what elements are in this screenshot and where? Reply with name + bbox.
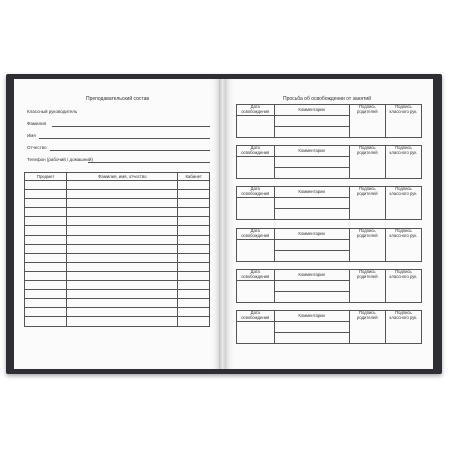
header-subject: Предмет (25, 173, 67, 181)
table-cell[interactable] (25, 281, 67, 290)
header-parent-sign: Подпись родителей (357, 104, 378, 114)
excuse-header-row (237, 146, 422, 157)
excuse-block (236, 269, 422, 303)
table-cell[interactable] (178, 226, 210, 235)
teacher-sign-cell[interactable] (385, 311, 421, 344)
table-row (25, 317, 210, 326)
field-label-surname: Фамилия (27, 121, 47, 126)
left-page (14, 79, 219, 369)
teacher-sign-cell[interactable] (385, 105, 421, 138)
field-label-name: Имя (27, 133, 36, 138)
parent-sign-cell[interactable] (349, 270, 385, 303)
right-page (226, 79, 433, 369)
excuse-table (236, 104, 422, 138)
header-date: Дата освобождения (237, 229, 275, 240)
table-cell[interactable] (25, 299, 67, 308)
table-row (25, 217, 210, 226)
teachers-title: Преподавательский состав (86, 96, 150, 102)
table-row (25, 244, 210, 253)
comment-cell[interactable] (274, 240, 349, 251)
table-cell[interactable] (67, 253, 178, 262)
table-cell[interactable] (67, 208, 178, 217)
comment-cell[interactable] (274, 209, 349, 220)
table-cell[interactable] (25, 208, 67, 217)
table-row (25, 299, 210, 308)
excuse-block (236, 145, 422, 179)
table-cell[interactable] (25, 290, 67, 299)
comment-cell[interactable] (274, 251, 349, 262)
table-row (25, 226, 210, 235)
table-row (25, 281, 210, 290)
table-cell[interactable] (178, 253, 210, 262)
table-cell[interactable] (25, 253, 67, 262)
excuse-header-row (237, 229, 422, 240)
teacher-sign-cell[interactable] (385, 187, 421, 220)
excuse-table (236, 145, 422, 179)
comment-cell[interactable] (274, 322, 349, 333)
table-cell[interactable] (67, 308, 178, 317)
teachers-table (24, 172, 210, 327)
header-date: Дата освобождения (237, 270, 275, 281)
date-cell[interactable] (237, 198, 275, 220)
header-comments: Комментарии (274, 105, 349, 116)
table-row (25, 271, 210, 280)
comment-cell[interactable] (274, 116, 349, 127)
table-cell[interactable] (67, 244, 178, 253)
table-cell[interactable] (67, 271, 178, 280)
table-row (25, 181, 210, 190)
header-date: Дата освобождения (237, 187, 275, 198)
table-cell[interactable] (178, 308, 210, 317)
table-cell[interactable] (25, 181, 67, 190)
header-parent-sign: Подпись родителей (357, 310, 378, 320)
comment-cell[interactable] (274, 127, 349, 138)
table-cell[interactable] (25, 190, 67, 199)
header-parent-sign: Подпись родителей (357, 269, 378, 279)
table-cell[interactable] (67, 235, 178, 244)
date-cell[interactable] (237, 157, 275, 179)
table-cell[interactable] (67, 181, 178, 190)
excuse-table (236, 310, 422, 344)
comment-cell[interactable] (274, 168, 349, 179)
table-cell[interactable] (178, 317, 210, 326)
field-label-patronymic: Отчество (27, 145, 47, 150)
table-cell[interactable] (67, 299, 178, 308)
header-teacher-sign: Подпись классного рук. (389, 186, 418, 196)
header-room: Кабинет (178, 173, 210, 181)
surname-line (52, 126, 210, 127)
header-teacher-sign: Подпись классного рук. (389, 228, 418, 238)
table-cell[interactable] (67, 199, 178, 208)
date-cell[interactable] (237, 322, 275, 344)
table-cell[interactable] (25, 199, 67, 208)
teachers-table-header (25, 173, 210, 181)
header-teacher-sign: Подпись классного рук. (389, 310, 418, 320)
excuse-header-row (237, 187, 422, 198)
table-cell[interactable] (178, 244, 210, 253)
table-cell[interactable] (25, 244, 67, 253)
comment-cell[interactable] (274, 157, 349, 168)
header-fullname: Фамилия, имя, отчество (67, 173, 178, 181)
excuse-table (236, 228, 422, 262)
table-cell[interactable] (178, 190, 210, 199)
parent-sign-cell[interactable] (349, 229, 385, 262)
header-date: Дата освобождения (237, 105, 275, 116)
table-cell[interactable] (178, 217, 210, 226)
name-line (39, 138, 210, 139)
header-date: Дата освобождения (237, 311, 275, 322)
excuse-table (236, 269, 422, 303)
excuse-block (236, 104, 422, 138)
table-cell[interactable] (67, 190, 178, 199)
date-cell[interactable] (237, 116, 275, 138)
excuse-header-row (237, 105, 422, 116)
comment-cell[interactable] (274, 281, 349, 292)
header-parent-sign: Подпись родителей (357, 186, 378, 196)
parent-sign-cell[interactable] (349, 311, 385, 344)
teacher-sign-cell[interactable] (385, 146, 421, 179)
table-cell[interactable] (25, 235, 67, 244)
header-comments: Комментарии (274, 146, 349, 157)
table-cell[interactable] (67, 217, 178, 226)
table-cell[interactable] (178, 181, 210, 190)
comment-cell[interactable] (274, 292, 349, 303)
parent-sign-cell[interactable] (349, 187, 385, 220)
header-date: Дата освобождения (237, 146, 275, 157)
table-cell[interactable] (178, 299, 210, 308)
table-cell[interactable] (67, 281, 178, 290)
table-row (25, 208, 210, 217)
table-cell[interactable] (178, 281, 210, 290)
table-row (25, 308, 210, 317)
comment-cell[interactable] (274, 198, 349, 209)
table-cell[interactable] (178, 208, 210, 217)
field-label-phone: Телефон (рабочий / домашний) (27, 157, 93, 162)
excuse-header-row (237, 311, 422, 322)
table-cell[interactable] (67, 226, 178, 235)
date-cell[interactable] (237, 240, 275, 262)
comment-cell[interactable] (274, 333, 349, 344)
header-parent-sign: Подпись родителей (357, 228, 378, 238)
date-cell[interactable] (237, 281, 275, 303)
excuse-table (236, 186, 422, 220)
table-cell[interactable] (67, 262, 178, 271)
excuse-block (236, 186, 422, 220)
table-row (25, 190, 210, 199)
header-comments: Комментарии (274, 187, 349, 198)
header-parent-sign: Подпись родителей (357, 145, 378, 155)
table-row (25, 199, 210, 208)
header-teacher-sign: Подпись классного рук. (389, 145, 418, 155)
table-row (25, 262, 210, 271)
table-cell[interactable] (25, 271, 67, 280)
table-cell[interactable] (25, 317, 67, 326)
table-cell[interactable] (25, 262, 67, 271)
table-cell[interactable] (25, 226, 67, 235)
excuse-title: Просьба об освобождении от занятий (283, 96, 372, 102)
excuse-block (236, 310, 422, 344)
teacher-sign-cell[interactable] (385, 270, 421, 303)
table-cell[interactable] (67, 317, 178, 326)
phone-line (88, 162, 210, 163)
table-cell[interactable] (25, 217, 67, 226)
table-cell[interactable] (178, 199, 210, 208)
table-cell[interactable] (178, 262, 210, 271)
excuse-block (236, 228, 422, 262)
header-comments: Комментарии (274, 311, 349, 322)
table-row (25, 290, 210, 299)
header-teacher-sign: Подпись классного рук. (389, 104, 418, 114)
table-row (25, 235, 210, 244)
book-spine (219, 79, 226, 369)
header-comments: Комментарии (274, 270, 349, 281)
table-cell[interactable] (178, 290, 210, 299)
field-label-class-teacher: Классный руководитель (27, 109, 78, 114)
header-teacher-sign: Подпись классного рук. (389, 269, 418, 279)
table-cell[interactable] (67, 290, 178, 299)
parent-sign-cell[interactable] (349, 105, 385, 138)
patronymic-line (50, 150, 210, 151)
table-cell[interactable] (178, 271, 210, 280)
parent-sign-cell[interactable] (349, 146, 385, 179)
table-cell[interactable] (178, 235, 210, 244)
excuse-header-row (237, 270, 422, 281)
teacher-sign-cell[interactable] (385, 229, 421, 262)
table-row (25, 253, 210, 262)
table-cell[interactable] (25, 308, 67, 317)
header-comments: Комментарии (274, 229, 349, 240)
